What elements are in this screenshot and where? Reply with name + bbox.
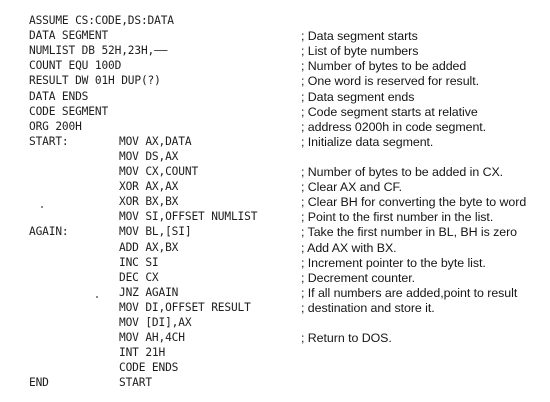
listing-line [0, 209, 550, 226]
line-comment: ; address 0200h in code segment. [301, 119, 487, 134]
line-comment: ; Number of bytes to be added in CX. [301, 165, 504, 179]
listing-line [0, 179, 550, 196]
line-comment: ; List of byte numbers [301, 44, 419, 59]
line-instruction: MOV DI,OFFSET RESULT [119, 300, 251, 314]
listing-line [0, 104, 550, 121]
line-label: ASSUME CS:CODE,DS:DATA [29, 14, 174, 27]
line-comment: ; Decrement counter. [301, 270, 416, 285]
line-instruction: DEC CX [119, 270, 159, 284]
listing-line [0, 194, 550, 211]
line-label: DATA SEGMENT [29, 29, 109, 43]
line-comment: ; Clear AX and CF. [301, 180, 403, 195]
line-label: DATA ENDS [29, 89, 89, 103]
line-instruction: INT 21H [119, 346, 166, 360]
line-instruction: ADD AX,BX [119, 240, 179, 254]
line-instruction: MOV CX,COUNT [119, 165, 199, 178]
line-label: ORG 200H [29, 119, 82, 133]
listing-line [0, 119, 550, 136]
listing-line [0, 73, 550, 90]
listing-line [0, 330, 550, 347]
listing-line [0, 360, 550, 377]
line-comment: ; One word is reserved for result. [301, 74, 480, 89]
listing-line [0, 255, 550, 272]
listing-line [0, 375, 550, 392]
listing-line [0, 43, 550, 60]
line-comment: ; Point to the first number in the list. [301, 210, 494, 225]
line-label: START: [29, 134, 69, 148]
listing-line [0, 345, 550, 362]
line-instruction: MOV AH,4CH [119, 331, 185, 345]
scan-speck [96, 296, 98, 298]
line-comment: ; destination and store it. [301, 300, 435, 315]
listing-line [0, 270, 550, 287]
line-comment: ; Data segment ends [301, 89, 415, 104]
line-instruction: MOV [DI],AX [119, 316, 192, 329]
line-comment: ; Code segment starts at relative [301, 104, 478, 119]
line-instruction: XOR BX,BX [119, 195, 179, 209]
scan-speck [41, 206, 43, 208]
listing-line [0, 224, 550, 241]
line-instruction: MOV BL,[SI] [119, 225, 192, 239]
line-label: COUNT EQU 100D [29, 59, 122, 73]
line-comment: ; Add AX with BX. [301, 240, 397, 255]
line-instruction: INC SI [119, 255, 159, 269]
line-label: NUMLIST DB 52H,23H,—— [29, 44, 168, 58]
listing-line [0, 240, 550, 257]
line-comment: ; If all numbers are added,point to result [301, 285, 518, 300]
line-instruction: MOV AX,DATA [119, 134, 192, 148]
listing-line [0, 28, 550, 45]
line-instruction: MOV SI,OFFSET NUMLIST [119, 210, 258, 224]
line-instruction: JNZ AGAIN [119, 285, 179, 299]
line-comment: ; Initialize data segment. [301, 134, 434, 149]
listing-line [0, 164, 550, 181]
listing-line [0, 285, 550, 302]
line-instruction: XOR AX,AX [119, 180, 179, 194]
line-comment: ; Number of bytes to be added [301, 59, 467, 74]
listing-line [0, 315, 550, 332]
line-comment: ; Increment pointer to the byte list. [301, 255, 486, 270]
line-instruction: MOV DS,AX [119, 149, 179, 163]
listing-line [0, 300, 550, 317]
line-label: END [29, 376, 49, 390]
line-label: CODE SEGMENT [29, 104, 109, 118]
line-comment: ; Data segment starts [301, 29, 418, 44]
line-instruction: CODE ENDS [119, 361, 179, 375]
listing-line [0, 13, 550, 30]
listing-line [0, 134, 550, 151]
listing-line [0, 58, 550, 75]
line-label: AGAIN: [29, 225, 69, 239]
line-comment: ; Return to DOS. [301, 331, 392, 346]
listing-line [0, 149, 550, 166]
line-comment: ; Clear BH for converting the byte to word [301, 195, 527, 210]
line-label: RESULT DW 01H DUP(?) [29, 74, 161, 88]
listing-line [0, 89, 550, 106]
line-instruction: START [119, 376, 152, 390]
line-comment: ; Take the first number in BL, BH is zero [301, 225, 518, 240]
